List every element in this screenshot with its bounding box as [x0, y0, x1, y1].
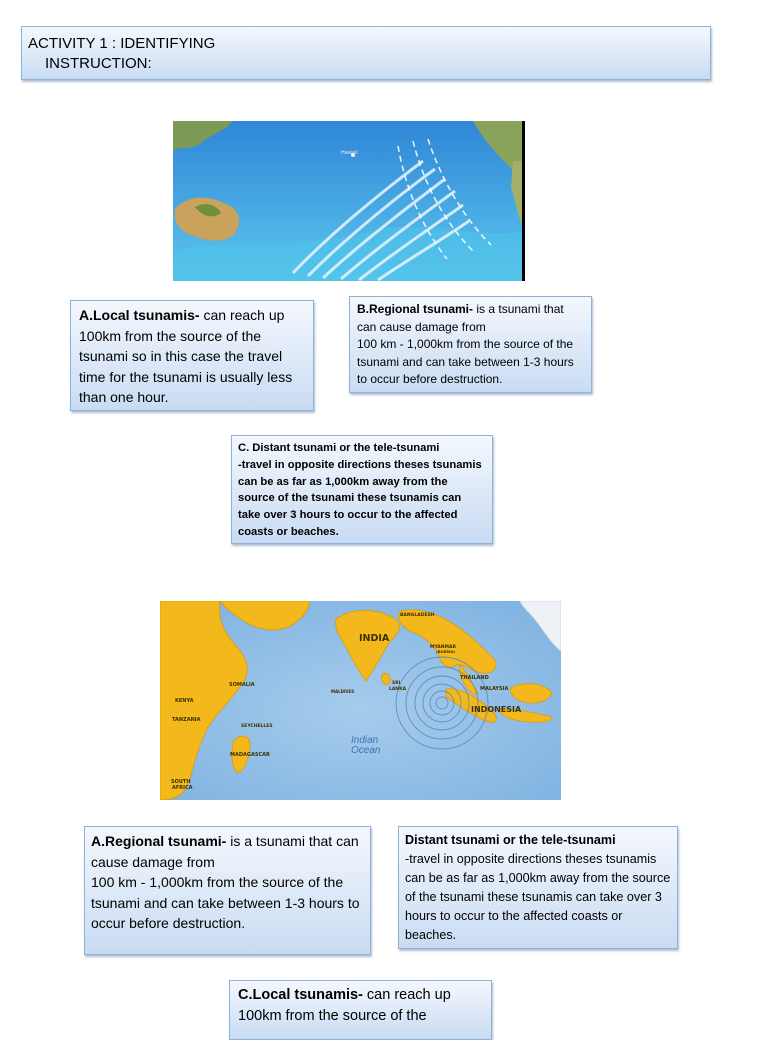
regional-tsunami-a-text: is a tsunami that can cause damage from	[91, 833, 359, 870]
distant-tsunami-heading: C. Distant tsunami or the tele-tsunami	[238, 442, 440, 454]
instruction-label: INSTRUCTION:	[45, 55, 152, 72]
distant-tsunami-box	[398, 826, 678, 949]
regional-tsunami-text-2: 100 km - 1,000km from the source of the tsunami and can take between 1-3 hours to occur before destruction.	[357, 337, 574, 386]
pacific-tsunami-image	[173, 121, 525, 281]
local-tsunami-box-c	[229, 980, 492, 1040]
map-label-thailand: THAILAND	[460, 675, 489, 681]
map-label-myanmar: MYANMAR	[430, 645, 456, 650]
distant-tsunami-heading-2: Distant tsunami or the tele-tsunami	[405, 833, 616, 847]
map-label-madagascar: MADAGASCAR	[230, 752, 270, 758]
activity-header	[21, 26, 711, 80]
activity-title: ACTIVITY 1 : IDENTIFYING	[28, 35, 216, 52]
hawaii-label: Hawaii	[341, 150, 358, 156]
map-label-burma: (BURMA)	[436, 649, 456, 654]
regional-tsunami-box-b	[349, 296, 592, 393]
map-label-ocean: Ocean	[351, 745, 381, 756]
local-tsunami-c-heading: C.Local tsunamis-	[238, 987, 363, 1003]
map-label-sri: SRI	[392, 681, 401, 686]
distant-tsunami-text: -travel in opposite directions theses tsunamis can be as far as 1,000km away from the source of the tsunami these tsunamis can take over 3 hours to occur to the affected coasts or beaches.	[238, 458, 482, 538]
local-tsunami-heading: A.Local tsunamis-	[79, 307, 200, 323]
map-label-indonesia: INDONESIA	[471, 705, 522, 714]
regional-tsunami-text: is a tsunami that can cause damage from	[357, 302, 564, 334]
map-label-kenya: KENYA	[175, 698, 194, 704]
distant-tsunami-text-2: -travel in opposite directions theses tsunamis can be as far as 1,000km away from the source of the tsunami these tsunamis can take over 3 hours to occur to the affected coasts or beaches.	[405, 852, 671, 942]
distant-tsunami-box-c	[231, 435, 493, 544]
map-label-india: INDIA	[359, 633, 390, 644]
local-tsunami-text: can reach up 100km from the source of the tsunami so in this case the travel time for the tsunami is usually less than one hour.	[79, 307, 293, 405]
local-tsunami-c-text: can reach up 100km from the source of the	[238, 987, 451, 1024]
map-label-maldives: MALDIVES	[331, 689, 355, 694]
regional-tsunami-heading: B.Regional tsunami-	[357, 302, 474, 316]
indian-ocean-map	[160, 601, 561, 800]
map-label-somalia: SOMALIA	[229, 682, 255, 688]
map-label-south: SOUTH	[171, 779, 191, 785]
map-label-lanka: LANKA	[389, 687, 407, 692]
map-label-africa: AFRICA	[172, 785, 193, 791]
map-label-indian: Indian	[351, 735, 379, 746]
local-tsunami-box-a	[70, 300, 314, 411]
regional-tsunami-a-heading: A.Regional tsunami-	[91, 833, 227, 849]
map-label-malaysia: MALAYSIA	[480, 686, 509, 692]
map-label-tanzania: TANZANIA	[172, 717, 201, 723]
regional-tsunami-box-a	[84, 826, 371, 955]
map-label-seychelles: SEYCHELLES	[241, 724, 273, 729]
map-label-bangladesh: BANGLADESH	[400, 613, 435, 618]
regional-tsunami-a-text-2: 100 km - 1,000km from the source of the tsunami and can take between 1-3 hours to occur before destruction.	[91, 874, 360, 931]
